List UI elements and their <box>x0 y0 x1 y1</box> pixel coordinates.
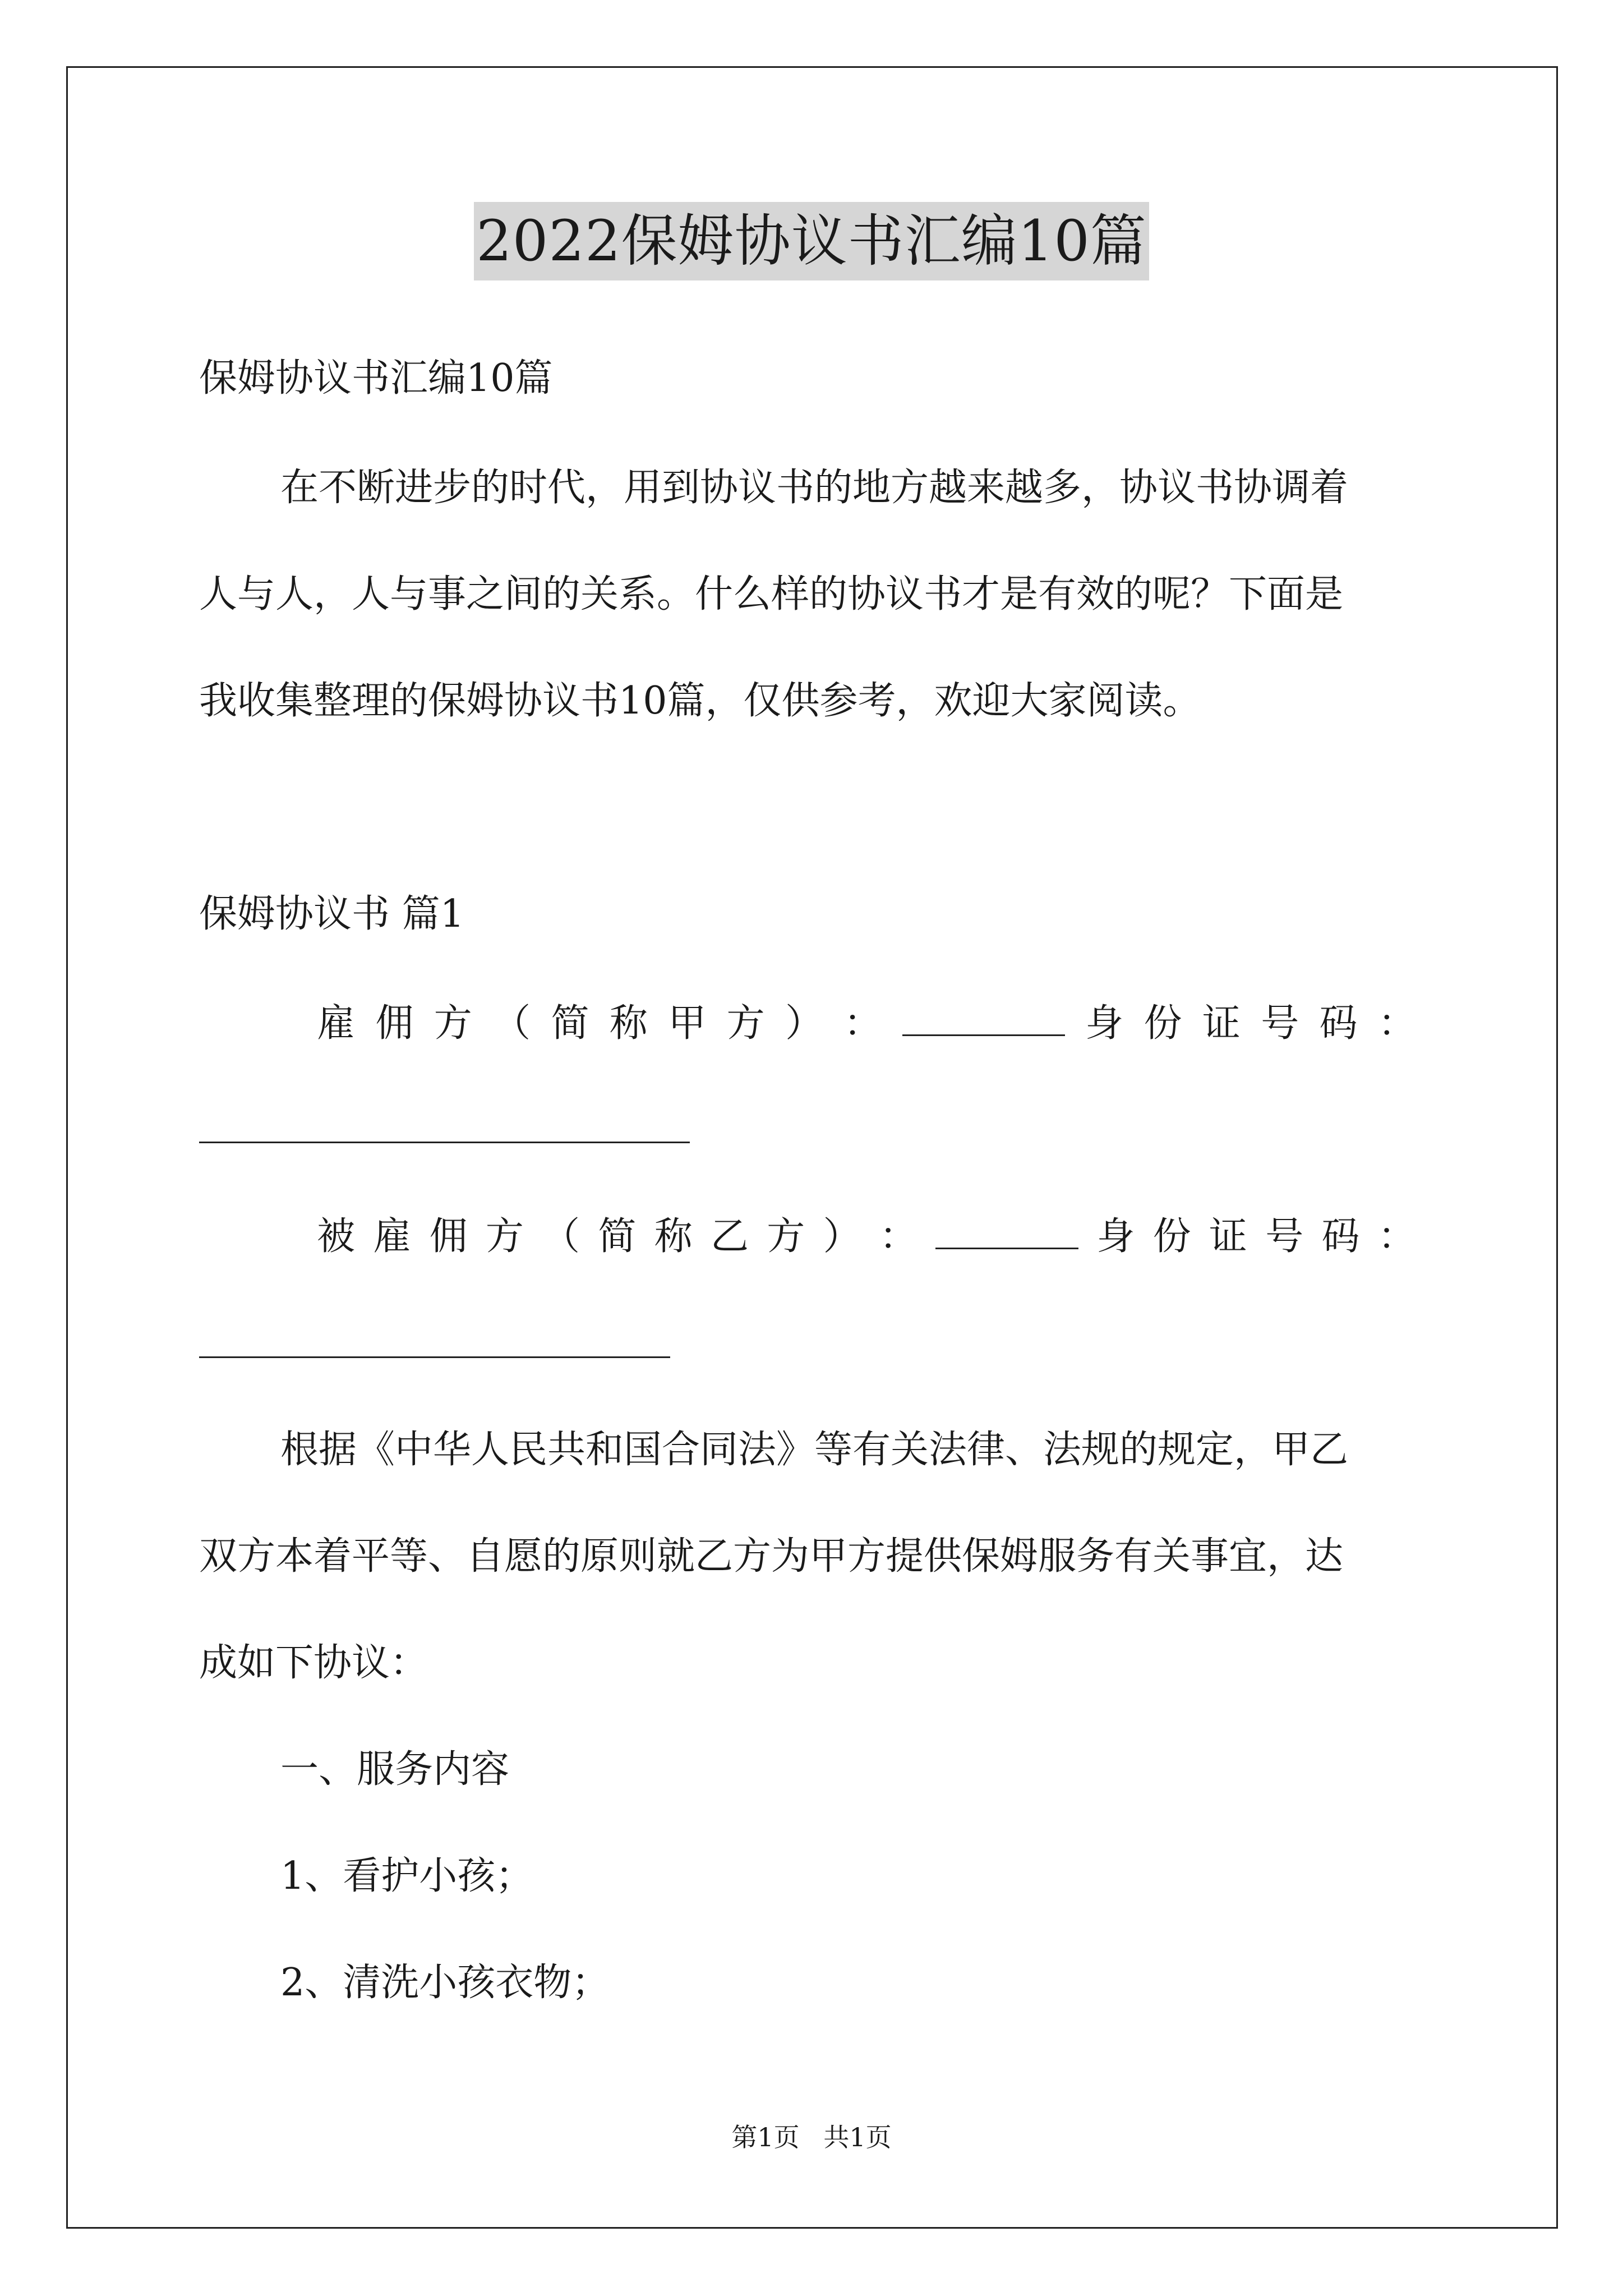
body-line-2: 双方本着平等、自愿的原则就乙方为甲方提供保姆服务有关事宜，达 <box>199 1534 1344 1579</box>
intro-line-1: 在不断进步的时代，用到协议书的地方越来越多，协议书协调着 <box>280 466 1349 510</box>
clause-heading: 一、服务内容 <box>280 1747 510 1792</box>
employee-id-char: 身 <box>1096 1214 1135 1259</box>
employer-name-blank <box>902 1000 1065 1036</box>
total-pages-label: 共1页 <box>823 2122 892 2152</box>
document-title: 2022保姆协议书汇编10篇 <box>474 202 1149 280</box>
intro-line-3: 我收集整理的保姆协议书10篇，仅供参考，欢迎大家阅读。 <box>199 679 1201 723</box>
employer-char: 方 <box>726 1001 765 1046</box>
employee-char: 简 <box>598 1214 637 1259</box>
employer-id-char: ： <box>1377 1001 1416 1046</box>
employee-char: 雇 <box>373 1214 412 1259</box>
employer-char: 雇 <box>317 1001 356 1046</box>
current-page-label: 第1页 <box>731 2122 800 2152</box>
employer-id-char: 号 <box>1261 1001 1299 1046</box>
employee-id-char: ： <box>1377 1214 1416 1259</box>
section-heading: 保姆协议书 篇1 <box>199 892 464 936</box>
employer-id-char: 身 <box>1085 1001 1124 1046</box>
employee-name-blank <box>935 1213 1078 1249</box>
employee-id-char: 码 <box>1321 1214 1360 1259</box>
body-line-3: 成如下协议： <box>199 1641 428 1685</box>
intro-line-2: 人与人，人与事之间的关系。什么样的协议书才是有效的呢？下面是 <box>199 572 1344 616</box>
employer-char: 甲 <box>668 1001 707 1046</box>
employee-char: 方 <box>485 1214 524 1259</box>
page-footer <box>0 2120 1623 2154</box>
clause-item: 2、清洗小孩衣物； <box>280 1961 610 2005</box>
employee-char: ： <box>879 1214 917 1259</box>
clause-item: 1、看护小孩； <box>280 1854 534 1898</box>
employee-field-row <box>317 1212 1416 1262</box>
employer-id-char: 码 <box>1319 1001 1358 1046</box>
employer-char: 佣 <box>375 1001 414 1046</box>
employer-char: ： <box>843 1001 882 1046</box>
employee-id-blank <box>199 1356 670 1358</box>
employee-char: 乙 <box>710 1214 749 1259</box>
employer-char: 称 <box>609 1001 648 1046</box>
employee-char: （ <box>542 1214 580 1259</box>
employee-char: 被 <box>317 1214 356 1259</box>
employer-field-row <box>317 999 1416 1049</box>
body-line-1: 根据《中华人民共和国合同法》等有关法律、法规的规定，甲乙 <box>280 1428 1349 1472</box>
employee-char: 称 <box>654 1214 693 1259</box>
employee-char: ） <box>823 1214 861 1259</box>
employee-char: 方 <box>767 1214 805 1259</box>
employer-char: （ <box>492 1001 531 1046</box>
employee-char: 佣 <box>429 1214 468 1259</box>
employer-id-char: 份 <box>1144 1001 1182 1046</box>
title-container <box>0 202 1623 280</box>
employer-char: 方 <box>434 1001 472 1046</box>
employee-id-char: 号 <box>1265 1214 1304 1259</box>
employer-char: 简 <box>551 1001 589 1046</box>
employer-id-char: 证 <box>1202 1001 1241 1046</box>
employee-id-char: 证 <box>1209 1214 1247 1259</box>
employee-id-char: 份 <box>1152 1214 1191 1259</box>
employer-char: ） <box>785 1001 824 1046</box>
document-subtitle: 保姆协议书汇编10篇 <box>199 356 553 401</box>
employer-id-blank <box>199 1142 690 1143</box>
